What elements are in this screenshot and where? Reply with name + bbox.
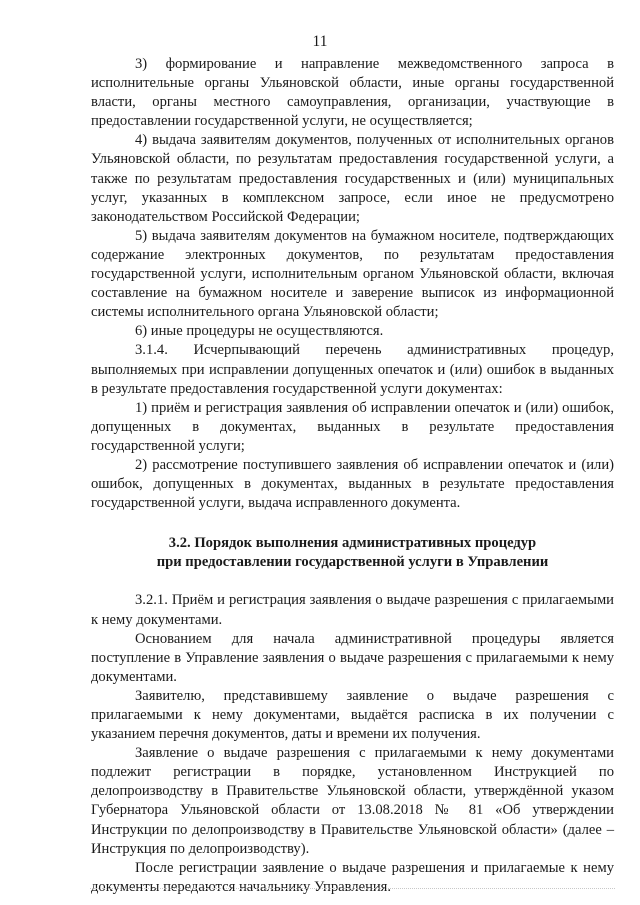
paragraph: 3.2.1. Приём и регистрация заявления о выдаче разрешения с прилагаемыми к нему документами. <box>91 592 614 628</box>
paragraph: После регистрации заявление о выдаче разрешения и прилагаемые к нему документы передаются начальнику Управления. <box>91 859 614 895</box>
paragraph: 6) иные процедуры не осуществляются. <box>135 323 384 340</box>
document-body <box>91 55 614 897</box>
section-heading-line: 3.2. Порядок выполнения административных процедур <box>168 535 537 552</box>
paragraph: 4) выдача заявителям документов, полученных от исполнительных органов Ульяновской области, по результатам предоставления государственной услуги, а также по результатам предоставления государственных и (или) муниципальных услуг, указанных в комплексном запросе, если иное не предусмотрено законодательством Российской Федерации; <box>91 132 614 225</box>
section-heading-line: при предоставлении государственной услуги в Управлении <box>156 554 549 571</box>
paragraph: 3) формирование и направление межведомственного запроса в исполнительные органы Ульяновской области, иные органы государственной власти, органы местного самоуправления, организации, участвующие в предоставлении государственной услуги, не осуществляется; <box>91 56 614 130</box>
paragraph: 2) рассмотрение поступившего заявления об исправлении опечаток и (или) ошибок, допущенных в документах, выданных в результате предоставления государственной услуги, выдача исправленного документа. <box>91 456 614 512</box>
section-heading <box>91 534 614 572</box>
paragraph: Заявителю, представившему заявление о выдаче разрешения с прилагаемыми к нему документами, выдаётся расписка в их получении с указанием перечня документов, даты и времени их получения. <box>91 687 614 743</box>
paragraph: Заявление о выдаче разрешения с прилагаемыми к нему документами подлежит регистрации в порядке, установленном Инструкцией по делопроизводству в Правительстве Ульяновской области, утверждённой указом Губернатора Ульяновской области от 13.08.2018 № 81 «Об утверждении Инструкции по делопроизводству в Правительстве Ульяновской области» (далее – Инструкция по делопроизводству). <box>91 745 614 857</box>
paragraph: 1) приём и регистрация заявления об исправлении опечаток и (или) ошибок, допущенных в документах, выданных в результате предоставления государственной услуги; <box>91 399 614 454</box>
paragraph: Основанием для начала административной процедуры является поступление в Управление заявления о выдаче разрешения с прилагаемыми к нему документами. <box>91 630 614 685</box>
scan-edge-divider <box>90 888 615 890</box>
page-number: 11 <box>312 33 328 50</box>
paragraph: 5) выдача заявителям документов на бумажном носителе, подтверждающих содержание электронных документов, по результатам предоставления государственной услуги, исполнительным органом Ульяновской области, включая составление на бумажном носителе и заверение выписок из информационной системы исполнительного органа Ульяновской области; <box>91 227 614 321</box>
paragraph: 3.1.4. Исчерпывающий перечень административных процедур, выполняемых при исправлении допущенных опечаток и (или) ошибок в выданных в результате предоставления государственной услуги документах: <box>91 342 614 397</box>
